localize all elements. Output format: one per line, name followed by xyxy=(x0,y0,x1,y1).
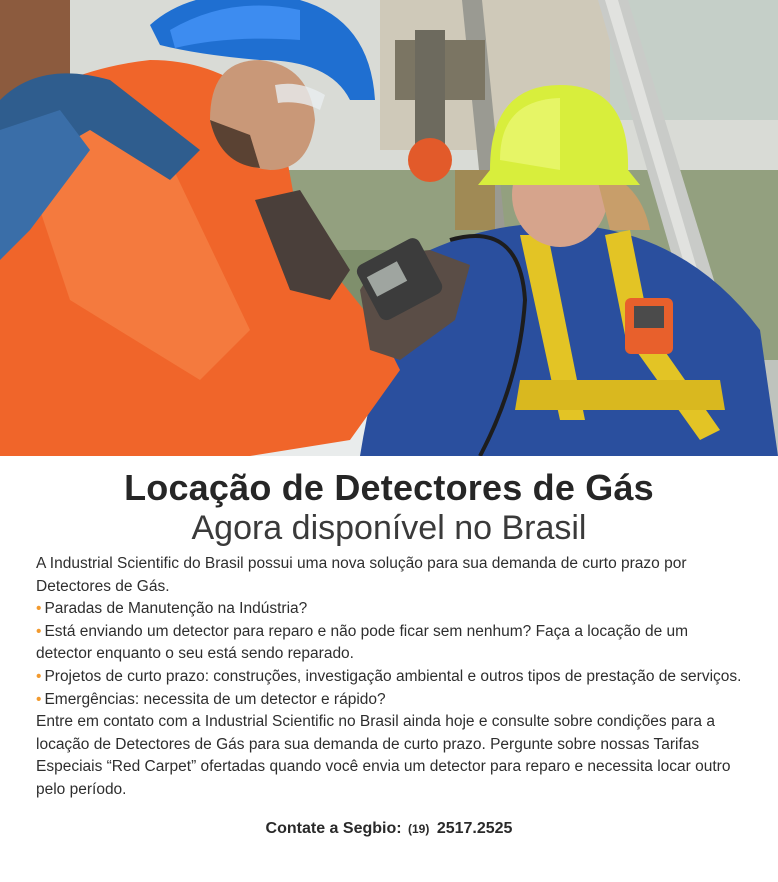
bullet-text: Está enviando um detector para reparo e não pode ficar sem nenhum? Faça a locação de um detector enquanto o seu está sendo reparado. xyxy=(36,622,689,663)
bullet-item xyxy=(36,666,748,689)
bullet-icon: • xyxy=(36,622,42,640)
contact-label: Contate a Segbio: xyxy=(265,820,402,837)
bullet-item xyxy=(36,689,748,712)
intro-paragraph: A Industrial Scientific do Brasil possui uma nova solução para sua demanda de curto prazo por Detectores de Gás. xyxy=(36,555,687,595)
contact-phone-number[interactable]: 2517.2525 xyxy=(436,820,513,837)
headline: Locação de Detectores de Gás xyxy=(124,467,654,508)
bullet-text: Paradas de Manutenção na Indústria? xyxy=(44,600,308,618)
bullet-item xyxy=(36,598,748,621)
bullet-text: Emergências: necessita de um detector e rápido? xyxy=(44,690,386,708)
bullet-icon: • xyxy=(36,690,42,708)
body-text xyxy=(36,553,748,802)
subheadline: Agora disponível no Brasil xyxy=(191,509,587,547)
bullet-text: Projetos de curto prazo: construções, investigação ambiental e outros tipos de prestação de serviços. xyxy=(44,667,742,685)
bullet-item xyxy=(36,621,748,666)
bullet-icon: • xyxy=(36,667,42,685)
contact-area-code: (19) xyxy=(408,822,430,836)
closing-paragraph: Entre em contato com a Industrial Scientific no Brasil ainda hoje e consulte sobre condições para a locação de Detectores de Gás para sua demanda de curto prazo. Pergunte sobre nossas Tarifas Especiais “Red Carpet” ofertadas quando você envia um detector para reparo e necessita locar outro pelo período. xyxy=(36,713,731,798)
bullet-icon: • xyxy=(36,600,42,618)
contact-line xyxy=(0,818,778,840)
